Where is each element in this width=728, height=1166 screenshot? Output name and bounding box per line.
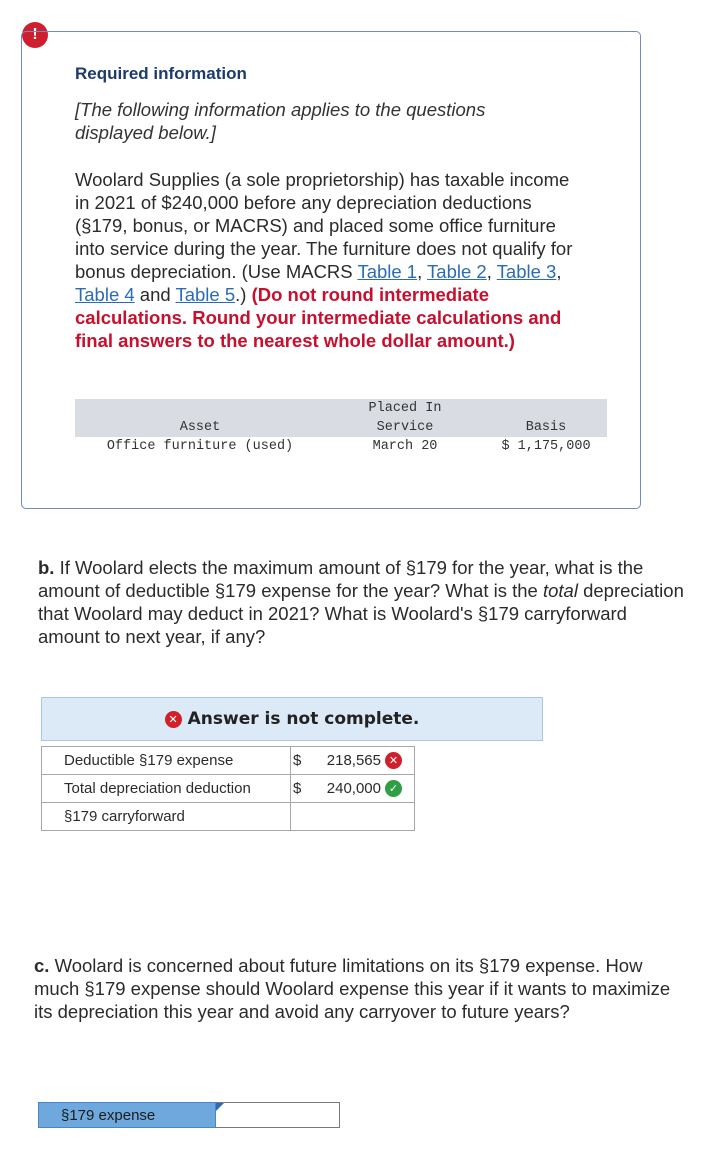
header-basis: Basis (485, 399, 607, 437)
link-table-5[interactable]: Table 5 (175, 284, 236, 305)
link-table-3[interactable]: Table 3 (496, 261, 557, 282)
link-table-1[interactable]: Table 1 (357, 261, 418, 282)
question-b: b. If Woolard elects the maximum amount of §179 for the year, what is the amount of deductible §179 expense for the year? What is the total depreciation that Woolard may deduct in 2021? What is Woolard's §179 carryforward amount to next year, if any? (38, 557, 684, 647)
carryforward-input[interactable] (291, 803, 415, 831)
answer-row (42, 803, 415, 831)
question-c: c. Woolard is concerned about future limitations on its §179 expense. How much §179 expense should Woolard expense this year if it wants to maximize its depreciation this year and avoid any carryover to future years? (34, 955, 671, 1022)
answer-row (42, 747, 415, 775)
link-table-2[interactable]: Table 2 (427, 261, 487, 282)
cell-basis: $ 1,175,000 (501, 439, 591, 454)
required-info-title: Required information (75, 64, 247, 83)
incorrect-icon: ✕ (385, 752, 402, 769)
intro-text: [The following information applies to the questions displayed below.] (75, 99, 486, 143)
asset-table-header (75, 399, 607, 437)
section-179-expense-input[interactable] (216, 1102, 340, 1128)
answer-label: §179 carryforward (42, 803, 291, 831)
correct-check-icon: ✓ (385, 780, 402, 797)
answer-row (42, 775, 415, 803)
answer-value: 218,565 (326, 752, 381, 769)
link-table-4[interactable]: Table 4 (75, 284, 135, 305)
answer-value: 240,000 (326, 780, 381, 797)
answer-label: Total depreciation deduction (42, 775, 291, 803)
asset-table-row (75, 437, 607, 456)
cell-asset: Office furniture (used) (106, 439, 294, 454)
incorrect-icon: ✕ (165, 711, 182, 728)
total-depreciation-input[interactable] (291, 775, 415, 803)
alert-icon: ! (22, 22, 48, 48)
answer-label: Deductible §179 expense (42, 747, 291, 775)
answer-status-text: Answer is not complete. (187, 709, 420, 729)
answer-table-b (41, 746, 415, 831)
deductible-179-input[interactable] (291, 747, 415, 775)
required-info-box (21, 31, 641, 509)
asset-table (75, 399, 607, 456)
section-179-expense-label: §179 expense (38, 1102, 216, 1128)
cell-placed: March 20 (372, 439, 438, 454)
header-asset: Asset (75, 399, 325, 437)
header-placed-in-service: Placed In Service (325, 399, 485, 437)
input-corner-marker-icon (216, 1103, 224, 1111)
answer-row-c (38, 1102, 340, 1128)
currency-symbol: $ (293, 780, 302, 797)
currency-symbol: $ (293, 752, 302, 769)
rounding-instruction: (Do not round intermediate calculations. Round your intermediate calculations and final answers to the nearest whole dollar amount.) (75, 284, 562, 351)
problem-paragraph: Woolard Supplies (a sole proprietorship) has taxable income in 2021 of $240,000 before any depreciation deductions (§179, bonus, or MACRS) and placed some office furniture into service during the year. The furniture does not qualify for bonus depreciation. (Use MACRS Table 1, Table 2, Table 3, Table 4 and Table 5.) (Do not round intermediate calculations. Round your intermediate calculations and final answers to the nearest whole dollar amount.) (75, 169, 573, 351)
answer-status-banner (41, 697, 543, 741)
